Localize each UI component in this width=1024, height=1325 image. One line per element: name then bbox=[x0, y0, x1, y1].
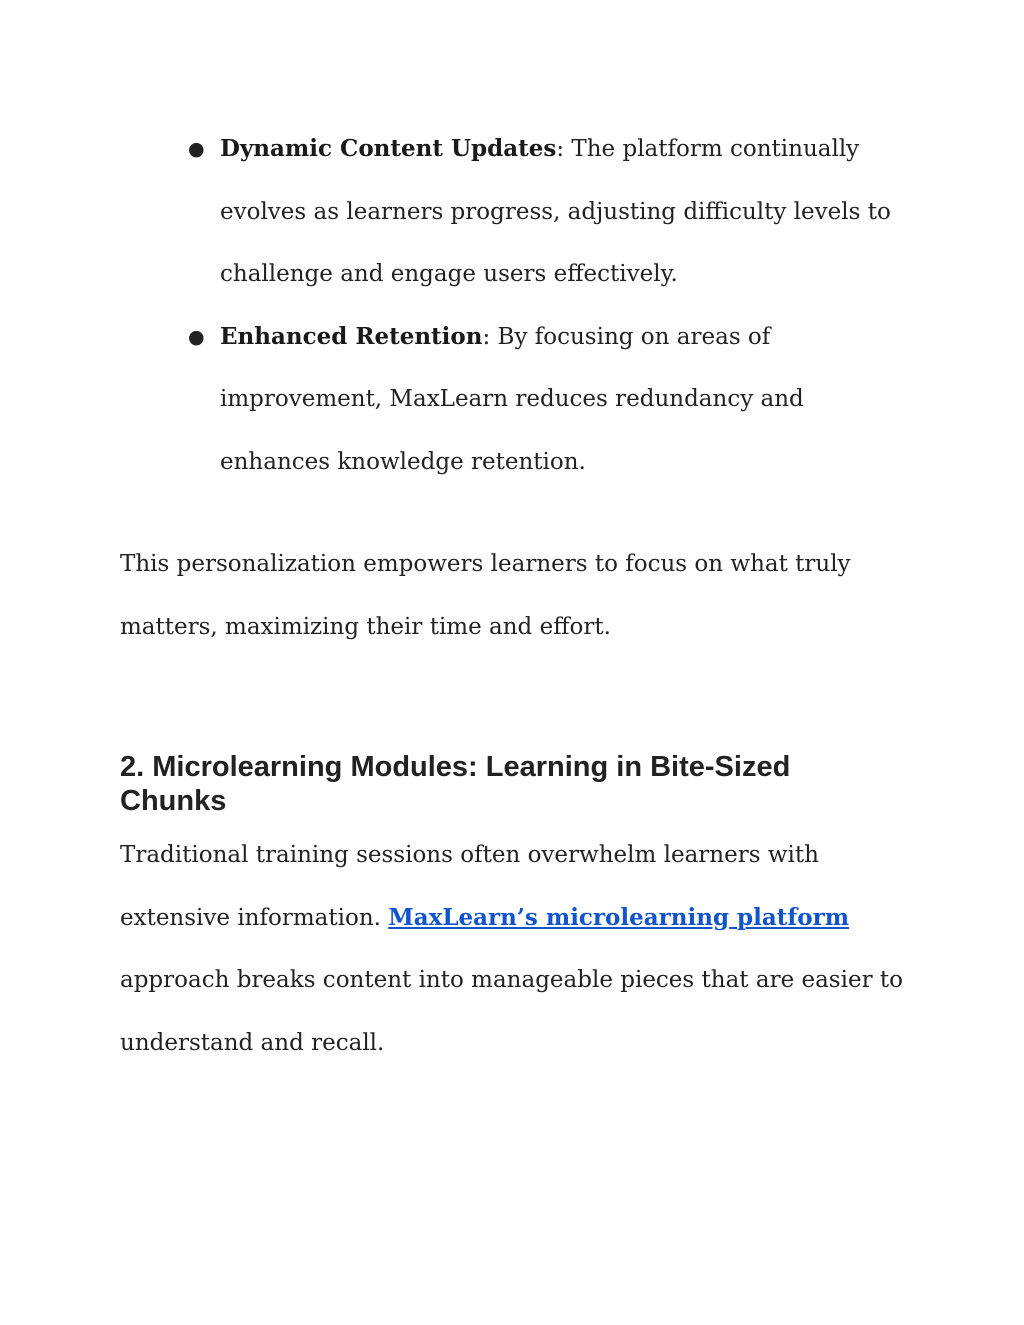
bullet-term: Enhanced Retention bbox=[220, 322, 483, 350]
bullet-dot-icon: ● bbox=[188, 138, 205, 160]
personalization-paragraph: This personalization empowers learners to focus on what truly matters, maximizing their time and effort. bbox=[120, 551, 851, 640]
paragraph-text-after-link: approach breaks content into manageable pieces that are easier to understand and recall. bbox=[120, 967, 903, 1056]
microlearning-paragraph bbox=[120, 824, 910, 1074]
bullet-dot-icon: ● bbox=[188, 325, 205, 348]
microlearning-platform-link[interactable]: MaxLearn’s microlearning platform bbox=[388, 903, 850, 931]
section-heading: 2. Microlearning Modules: Learning in Bite-Sized Chunks bbox=[120, 751, 791, 817]
bullet-item-dynamic-content bbox=[188, 118, 908, 306]
bullet-item-enhanced-retention bbox=[188, 306, 908, 494]
paragraph-text-before-link: Traditional training sessions often overwhelm learners with extensive information. bbox=[120, 842, 819, 931]
bullet-term: Dynamic Content Updates bbox=[220, 135, 557, 162]
bullet-text: : The platform continually evolves as learners progress, adjusting difficulty levels to challenge and engage users effectively. bbox=[220, 136, 891, 287]
feature-bullet-list bbox=[188, 118, 908, 493]
bullet-text: : By focusing on areas of improvement, MaxLearn reduces redundancy and enhances knowledge retention. bbox=[220, 323, 804, 475]
